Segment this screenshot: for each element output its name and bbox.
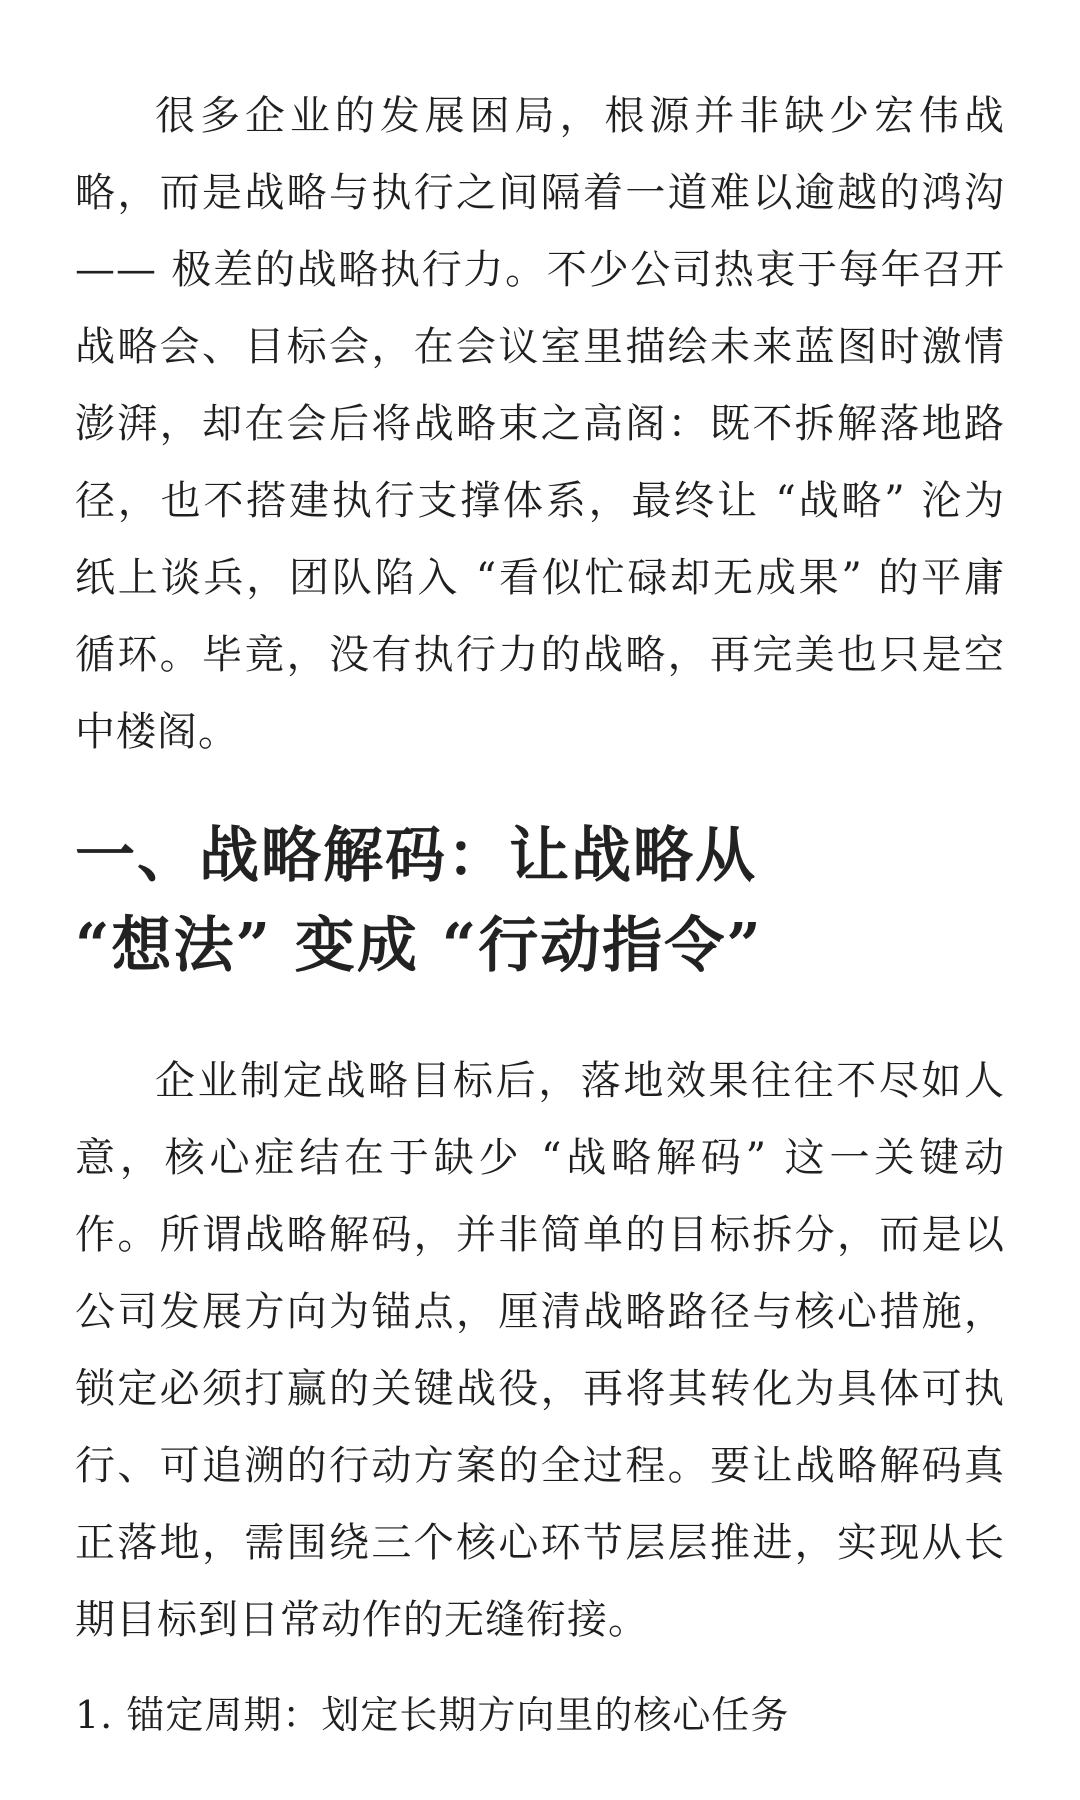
- intro-paragraph: 很多企业的发展困局，根源并非缺少宏伟战略，而是战略与执行之间隔着一道难以逾越的鸿沟 —— 极差的战略执行力。不少公司热衷于每年召开战略会、目标会，在会议室里描绘未来蓝图时激情澎湃，却在会后将战略束之高阁：既不拆解落地路径，也不搭建执行支撑体系，最终让 “战略” 沦为纸上谈兵，团队陷入 “看似忙碌却无成果” 的平庸循环。毕竟，没有执行力的战略，再完美也只是空中楼阁。: [75, 93, 1005, 755]
- article-body: [75, 78, 1005, 1745]
- section-paragraph: 企业制定战略目标后，落地效果往往不尽如人意，核心症结在于缺少 “战略解码” 这一关键动作。所谓战略解码，并非简单的目标拆分，而是以公司发展方向为锚点，厘清战略路径与核心措施，锁定必须打赢的关键战役，再将其转化为具体可执行、可追溯的行动方案的全过程。要让战略解码真正落地，需围绕三个核心环节层层推进，实现从长期目标到日常动作的无缝衔接。: [75, 1058, 1005, 1643]
- section-heading-line2: “想法” 变成 “行动指令”: [75, 911, 763, 981]
- section-heading-line1: 一、战略解码：让战略从: [75, 821, 757, 891]
- section-heading: [75, 811, 1005, 991]
- subheading-anchor-cycle: 1. 锚定周期：划定长期方向里的核心任务: [75, 1693, 790, 1737]
